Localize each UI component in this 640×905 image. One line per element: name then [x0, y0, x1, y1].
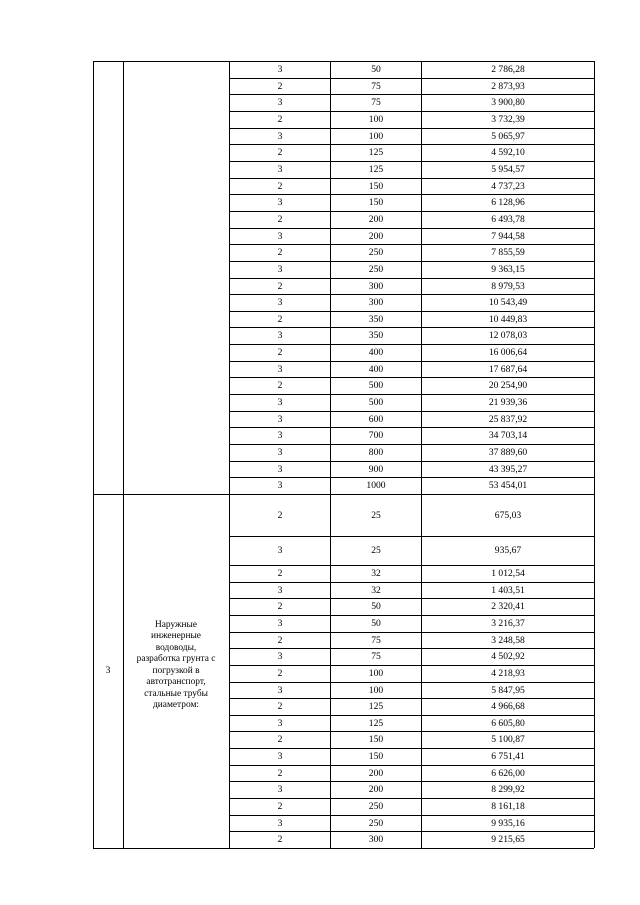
price-cell: 5 954,57 [491, 163, 525, 175]
diameter-cell: 500 [368, 397, 384, 409]
diameter-cell: 75 [371, 97, 381, 109]
price-cell: 5 847,95 [491, 684, 525, 696]
category-cell: 3 [277, 64, 283, 76]
diameter-cell: 200 [368, 767, 384, 779]
diameter-cell: 400 [368, 363, 384, 375]
price-cell: 10 543,49 [488, 297, 528, 309]
price-cell: 6 493,78 [491, 213, 525, 225]
section-number: 3 [105, 665, 111, 677]
price-cell: 7 944,58 [491, 230, 525, 242]
price-cell: 6 605,80 [491, 717, 525, 729]
diameter-cell: 900 [368, 463, 384, 475]
price-cell: 675,03 [494, 509, 522, 521]
price-cell: 4 966,68 [491, 701, 525, 713]
category-cell: 2 [277, 80, 283, 92]
diameter-cell: 125 [368, 717, 384, 729]
diameter-cell: 400 [368, 347, 384, 359]
diameter-cell: 50 [371, 601, 381, 613]
category-cell: 3 [277, 684, 283, 696]
diameter-cell: 50 [371, 64, 381, 76]
price-cell: 16 006,64 [488, 347, 528, 359]
category-cell: 3 [277, 330, 283, 342]
price-cell: 3 216,37 [491, 617, 525, 629]
diameter-cell: 32 [371, 568, 381, 580]
category-cell: 3 [277, 717, 283, 729]
price-cell: 5 100,87 [491, 734, 525, 746]
category-cell: 3 [277, 230, 283, 242]
category-cell: 2 [277, 634, 283, 646]
price-cell: 34 703,14 [488, 430, 528, 442]
diameter-cell: 200 [368, 784, 384, 796]
price-cell: 12 078,03 [488, 330, 528, 342]
category-cell: 2 [277, 568, 283, 580]
price-cell: 4 737,23 [491, 180, 525, 192]
category-cell: 2 [277, 147, 283, 159]
category-cell: 3 [277, 817, 283, 829]
diameter-cell: 50 [371, 617, 381, 629]
category-cell: 2 [277, 113, 283, 125]
price-cell: 935,67 [494, 545, 522, 557]
price-cell: 1 012,54 [491, 568, 525, 580]
diameter-cell: 600 [368, 413, 384, 425]
diameter-cell: 250 [368, 263, 384, 275]
category-cell: 2 [277, 767, 283, 779]
category-cell: 3 [277, 430, 283, 442]
category-cell: 2 [277, 509, 283, 521]
category-cell: 2 [277, 801, 283, 813]
category-cell: 2 [277, 313, 283, 325]
diameter-cell: 150 [368, 197, 384, 209]
price-cell: 7 855,59 [491, 247, 525, 259]
diameter-cell: 1000 [366, 480, 386, 492]
category-cell: 2 [277, 213, 283, 225]
category-cell: 3 [277, 480, 283, 492]
diameter-cell: 200 [368, 230, 384, 242]
category-cell: 3 [277, 447, 283, 459]
category-cell: 3 [277, 617, 283, 629]
price-cell: 21 939,36 [488, 397, 528, 409]
diameter-cell: 200 [368, 213, 384, 225]
category-cell: 3 [277, 584, 283, 596]
price-cell: 43 395,27 [488, 463, 528, 475]
price-cell: 6 128,96 [491, 197, 525, 209]
category-cell: 3 [277, 363, 283, 375]
category-cell: 3 [277, 130, 283, 142]
category-cell: 2 [277, 180, 283, 192]
price-cell: 3 248,58 [491, 634, 525, 646]
diameter-cell: 150 [368, 751, 384, 763]
price-cell: 8 161,18 [491, 801, 525, 813]
price-cell: 5 065,97 [491, 130, 525, 142]
category-cell: 3 [277, 545, 283, 557]
diameter-cell: 25 [371, 545, 381, 557]
diameter-cell: 350 [368, 330, 384, 342]
category-cell: 2 [277, 601, 283, 613]
price-cell: 1 403,51 [491, 584, 525, 596]
category-cell: 3 [277, 751, 283, 763]
category-cell: 2 [277, 280, 283, 292]
diameter-cell: 100 [368, 130, 384, 142]
diameter-cell: 75 [371, 651, 381, 663]
price-cell: 53 454,01 [488, 480, 528, 492]
price-cell: 9 215,65 [491, 834, 525, 846]
section-description: Наружные инженерные водоводы, разработка грунта с погрузкой в автотранспорт, стальные трубы диаметром: [136, 620, 216, 711]
price-cell: 3 900,80 [491, 97, 525, 109]
category-cell: 3 [277, 784, 283, 796]
diameter-cell: 300 [368, 297, 384, 309]
price-cell: 25 837,92 [488, 413, 528, 425]
diameter-cell: 25 [371, 509, 381, 521]
category-cell: 2 [277, 834, 283, 846]
diameter-cell: 125 [368, 147, 384, 159]
diameter-cell: 100 [368, 684, 384, 696]
category-cell: 3 [277, 163, 283, 175]
price-cell: 4 502,92 [491, 651, 525, 663]
price-cell: 4 218,93 [491, 667, 525, 679]
diameter-cell: 300 [368, 834, 384, 846]
price-cell: 20 254,90 [488, 380, 528, 392]
diameter-cell: 150 [368, 734, 384, 746]
price-cell: 6 751,41 [491, 751, 525, 763]
diameter-cell: 100 [368, 113, 384, 125]
category-cell: 2 [277, 734, 283, 746]
diameter-cell: 800 [368, 447, 384, 459]
diameter-cell: 125 [368, 163, 384, 175]
category-cell: 3 [277, 651, 283, 663]
category-cell: 2 [277, 701, 283, 713]
diameter-cell: 100 [368, 667, 384, 679]
category-cell: 2 [277, 667, 283, 679]
diameter-cell: 500 [368, 380, 384, 392]
price-cell: 3 732,39 [491, 113, 525, 125]
price-cell: 2 873,93 [491, 80, 525, 92]
diameter-cell: 32 [371, 584, 381, 596]
category-cell: 2 [277, 247, 283, 259]
diameter-cell: 75 [371, 80, 381, 92]
diameter-cell: 75 [371, 634, 381, 646]
category-cell: 2 [277, 380, 283, 392]
category-cell: 3 [277, 397, 283, 409]
category-cell: 3 [277, 413, 283, 425]
price-cell: 17 687,64 [488, 363, 528, 375]
price-cell: 6 626,00 [491, 767, 525, 779]
diameter-cell: 350 [368, 313, 384, 325]
diameter-cell: 700 [368, 430, 384, 442]
diameter-cell: 250 [368, 817, 384, 829]
price-cell: 10 449,83 [488, 313, 528, 325]
price-cell: 2 320,41 [491, 601, 525, 613]
category-cell: 3 [277, 97, 283, 109]
category-cell: 3 [277, 297, 283, 309]
price-cell: 9 935,16 [491, 817, 525, 829]
price-cell: 8 299,92 [491, 784, 525, 796]
price-cell: 8 979,53 [491, 280, 525, 292]
diameter-cell: 300 [368, 280, 384, 292]
diameter-cell: 250 [368, 247, 384, 259]
price-cell: 9 363,15 [491, 263, 525, 275]
diameter-cell: 150 [368, 180, 384, 192]
category-cell: 3 [277, 463, 283, 475]
category-cell: 2 [277, 347, 283, 359]
price-cell: 2 786,28 [491, 64, 525, 76]
price-cell: 4 592,10 [491, 147, 525, 159]
price-cell: 37 889,60 [488, 447, 528, 459]
category-cell: 3 [277, 197, 283, 209]
diameter-cell: 125 [368, 701, 384, 713]
diameter-cell: 250 [368, 801, 384, 813]
category-cell: 3 [277, 263, 283, 275]
